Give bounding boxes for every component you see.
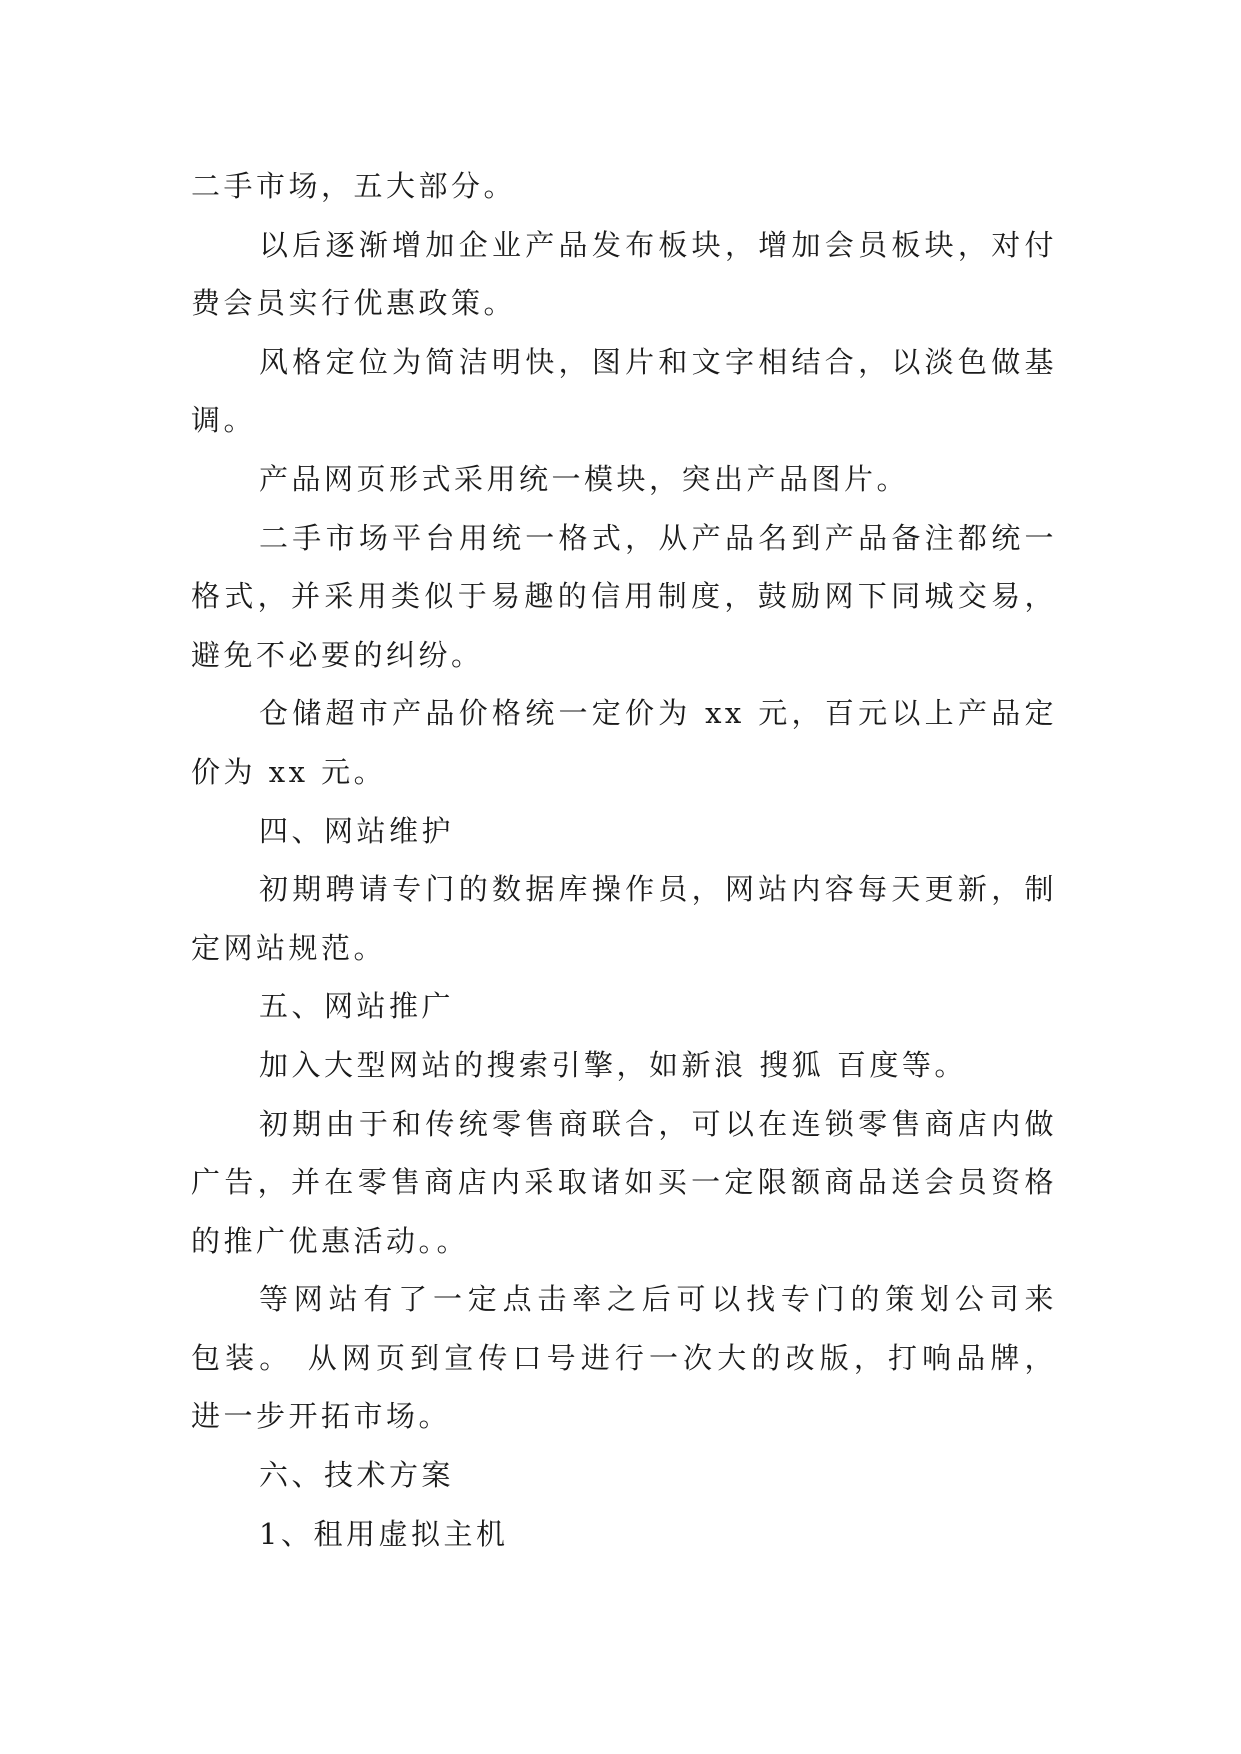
paragraph xyxy=(191,216,1241,333)
text-line: 以后逐渐增加企业产品发布板块，增加会员板块，对付 xyxy=(259,227,1057,262)
paragraph xyxy=(191,333,1241,450)
section-heading-text: 五、网站推广 xyxy=(259,989,455,1024)
text-line: 包装。 从网页到宣传口号进行一次大的改版，打响品牌， xyxy=(191,1340,1057,1375)
paragraph xyxy=(191,1270,1241,1446)
text-line: 初期由于和传统零售商联合，可以在连锁零售商店内做 xyxy=(259,1106,1057,1141)
text-line: 进一步开拓市场。 xyxy=(191,1399,452,1434)
text-line: 价为 xx 元。 xyxy=(191,754,387,789)
text-line: 定网站规范。 xyxy=(191,930,387,965)
section-heading-promotion xyxy=(191,977,1241,1036)
paragraph xyxy=(191,1036,1241,1095)
paragraph xyxy=(191,684,1241,801)
paragraph xyxy=(191,860,1241,977)
paragraph-continued xyxy=(191,157,1241,216)
list-item-text: 1、租用虚拟主机 xyxy=(259,1516,509,1551)
text-line: 避免不必要的纠纷。 xyxy=(191,637,484,672)
text-line: 二手市场，五大部分。 xyxy=(191,169,517,203)
text-line: 加入大型网站的搜索引擎，如新浪 搜狐 百度等。 xyxy=(259,1047,967,1082)
text-line: 等网站有了一定点击率之后可以找专门的策划公司来 xyxy=(259,1282,1057,1317)
section-heading-maintenance xyxy=(191,802,1241,861)
text-line: 二手市场平台用统一格式，从产品名到产品备注都统一 xyxy=(259,520,1057,555)
text-line: 风格定位为简洁明快，图片和文字相结合，以淡色做基 xyxy=(259,344,1057,379)
paragraph xyxy=(191,450,1241,509)
paragraph xyxy=(191,1095,1241,1271)
text-line: 格式，并采用类似于易趣的信用制度，鼓励网下同城交易， xyxy=(191,579,1057,614)
text-line: 广告，并在零售商店内采取诸如买一定限额商品送会员资格 xyxy=(191,1165,1057,1200)
section-heading-text: 四、网站维护 xyxy=(259,813,455,848)
text-line: 初期聘请专门的数据库操作员，网站内容每天更新，制 xyxy=(259,872,1057,907)
section-heading-text: 六、技术方案 xyxy=(259,1458,455,1493)
text-line: 调。 xyxy=(191,403,257,438)
text-line: 产品网页形式采用统一模块，突出产品图片。 xyxy=(259,461,910,496)
text-line: 费会员实行优惠政策。 xyxy=(191,286,517,321)
paragraph xyxy=(191,509,1241,685)
section-heading-technical-plan xyxy=(191,1446,1241,1505)
text-line: 的推广优惠活动。。 xyxy=(191,1223,470,1258)
text-line: 仓储超市产品价格统一定价为 xx 元，百元以上产品定 xyxy=(259,696,1057,731)
list-item xyxy=(191,1505,1241,1564)
